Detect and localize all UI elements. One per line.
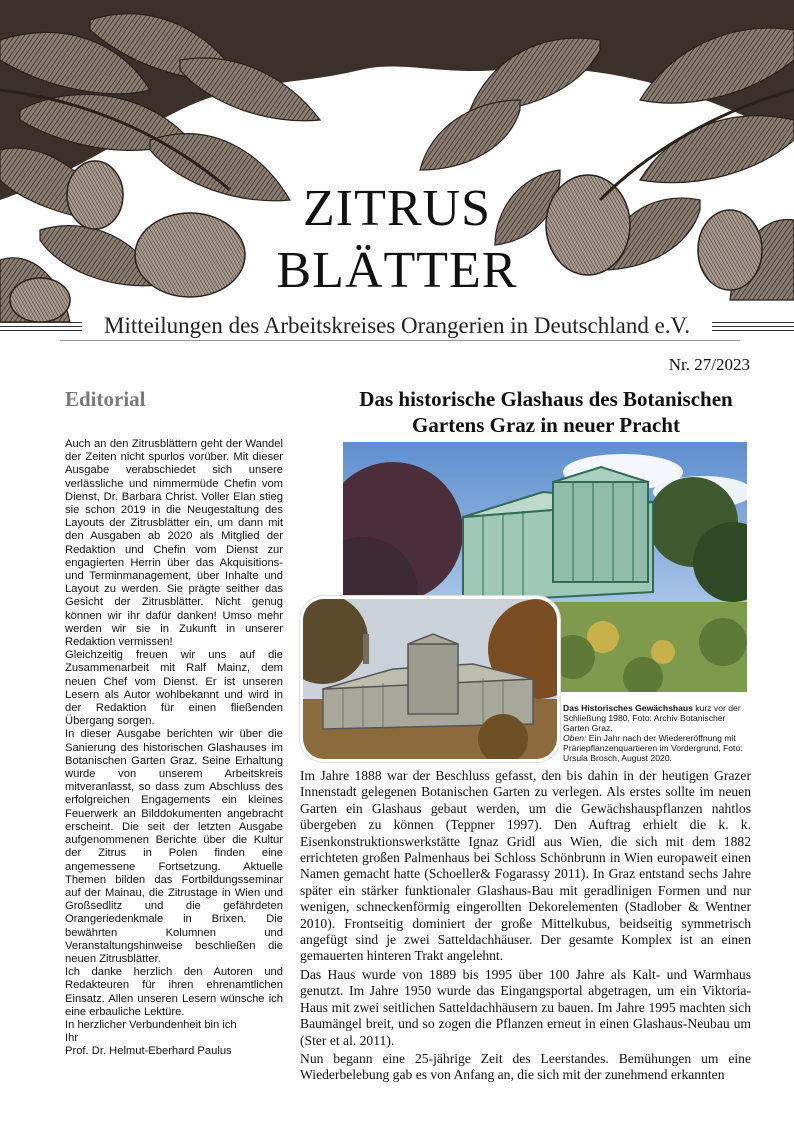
article-body: [300, 768, 751, 1086]
editorial-heading: Editorial: [65, 387, 146, 411]
editorial-paragraph: In dieser Ausgabe berichten wir über die Sanierung des historischen Glashauses im Botanischen Garten Graz. Seine Erhaltung wurde von unserem Arbeitskreis mitveranlasst, so dass zum Abschluss des erfolgreichen Engagements ein kleines Feuerwerk an Bilddokumenten angebracht erscheint. Die seit der letzten Ausgabe aufgenommenen Berichte über die Kultur der Zitrus in Polen finden eine angemessene Fortsetzung. Aktuelle Themen bilden das Fortbildungsseminar auf der Mainau, die Zitrustage in Wien und Großsedlitz und die gefährdeten Orangeriedenkmale in Brixen. Die bewährten Kolumnen und Veranstaltungshinweise beschließen die neuen Zitrusblätter.: [65, 728, 283, 965]
greenhouse-photo-1980: [300, 596, 560, 762]
editorial-paragraph: Gleichzeitig freuen wir uns auf die Zusammenarbeit mit Ralf Mainz, dem neuen Chef vom Dienst. Er ist unseren Lesern als Autor wohlbekannt und wird in der Redaktion für einen fließenden Übergang sorgen.: [65, 649, 283, 728]
masthead: [0, 0, 794, 322]
masthead-divider: [60, 340, 740, 341]
issue-number: Nr. 27/2023: [668, 355, 750, 374]
subtitle-bar: [0, 309, 794, 343]
decorative-rules-right: [712, 322, 794, 332]
article-title-line-1: Das historische Glashaus des Botanischen: [359, 387, 733, 411]
article-title: [316, 386, 776, 438]
caption-italic: Oben:: [563, 733, 587, 743]
editorial-paragraph: Auch an den Zitrusblättern geht der Wandel der Zeiten nicht spurlos vorüber. Mit dieser Ausgabe verabschiedet sich unsere verlässliche und nimmermüde Chefin vom Dienst, Dr. Barbara Christ. Voller Elan stieg sie schon 2019 in die Neugestaltung des Layouts der Zitrusblätter ein, um dann mit den Ausgaben ab 2020 als Mitglied der Redaktion und Chefin vom Dienst zur engagierten Herrin über das Akquisitions- und Terminmanagement, über Inhalte und Layout zu werden. Sie prägte seither das Gesicht der Zitrusblätter. Nicht genug können wir ihr dafür danken! Umso mehr werden wir sie in Zukunft in unserer Redaktion vermissen!: [65, 438, 283, 649]
editorial-closing: In herzlicher Verbundenheit bin ich: [65, 1018, 237, 1031]
caption-text-2: Ein Jahr nach der Wiedereröffnung mit Präriepflanzenquartieren im Vordergrund, Foto: Ursula Brosch, August 2020.: [563, 733, 743, 763]
masthead-subtitle: Mitteilungen des Arbeitskreises Orangerien in Deutschland e.V.: [104, 313, 690, 338]
editorial-closing: Ihr: [65, 1032, 79, 1045]
editorial-paragraph: Ich danke herzlich den Autoren und Redakteuren für ihren ehrenamtlichen Einsatz. Allen unseren Lesern wünsche ich eine erbauliche Lektüre.: [65, 966, 283, 1018]
editorial-signature: Prof. Dr. Helmut-Eberhard Paulus: [65, 1045, 232, 1058]
article-paragraph: Das Haus wurde von 1889 bis 1995 über 100 Jahre als Kalt- und Warmhaus genutzt. Im Jahre 1950 wurde das Eingangsportal abgetragen, um ein Viktoria-Haus mit zwei seitlichen Satteldachhäusern zu bauen. Im Jahre 1995 machten sich Baumängel breit, und so zogen die Pflanzen erneut in einen Glashaus-Neubau um (Ster et al. 2011).: [300, 966, 751, 1048]
article-title-line-2: Gartens Graz in neuer Pracht: [412, 413, 680, 437]
masthead-title: [0, 178, 794, 302]
editorial-text: [65, 438, 283, 1059]
title-line-1: ZITRUS: [303, 180, 491, 237]
photo-caption: [563, 703, 751, 763]
caption-text-1: kurz vor der Schließung 1980, Foto: Archiv Botanischer Garten Graz.: [563, 703, 741, 733]
caption-bold: Das Historisches Gewächshaus: [563, 703, 693, 713]
title-line-2: BLÄTTER: [276, 242, 518, 299]
article-paragraph: Nun begann eine 25-jährige Zeit des Leerstandes. Bemühungen um eine Wiederbelebung gab es von Anfang an, die sich mit der zunehmend erkannten: [300, 1050, 751, 1083]
article-paragraph: Im Jahre 1888 war der Beschluss gefasst, den bis dahin in der heutigen Grazer Innenstadt gelegenen Botanischen Garten zu verlegen. Als erstes sollte im neuen Garten ein Glashaus gebaut werden, um die Gewächshauspflanzen nahtlos übergeben zu können (Teppner 1997). Den Auftrag erhielt die k. k. Eisenkonstruktionswerkstätte Ignaz Gridl aus Wien, die sich mit dem 1882 errichteten großen Palmenhaus bei Schloss Schönbrunn in Wien europaweit einen Namen gemacht hatte (Schoeller& Fogarassy 2011). In Graz entstand sechs Jahre später ein stärker funktionaler Glashaus-Bau mit geradlinigen Formen und nur wenigen, schneckenförmig eingerollten Dekorelementen (Stadlober & Wentner 2010). Frontseitig dominiert der große Mittelkubus, beidseitig symmetrisch angefügt sind je zwei Satteldachhäuser. Der gesamte Komplex ist an einen gemauerten hinteren Trakt angelehnt.: [300, 768, 751, 964]
